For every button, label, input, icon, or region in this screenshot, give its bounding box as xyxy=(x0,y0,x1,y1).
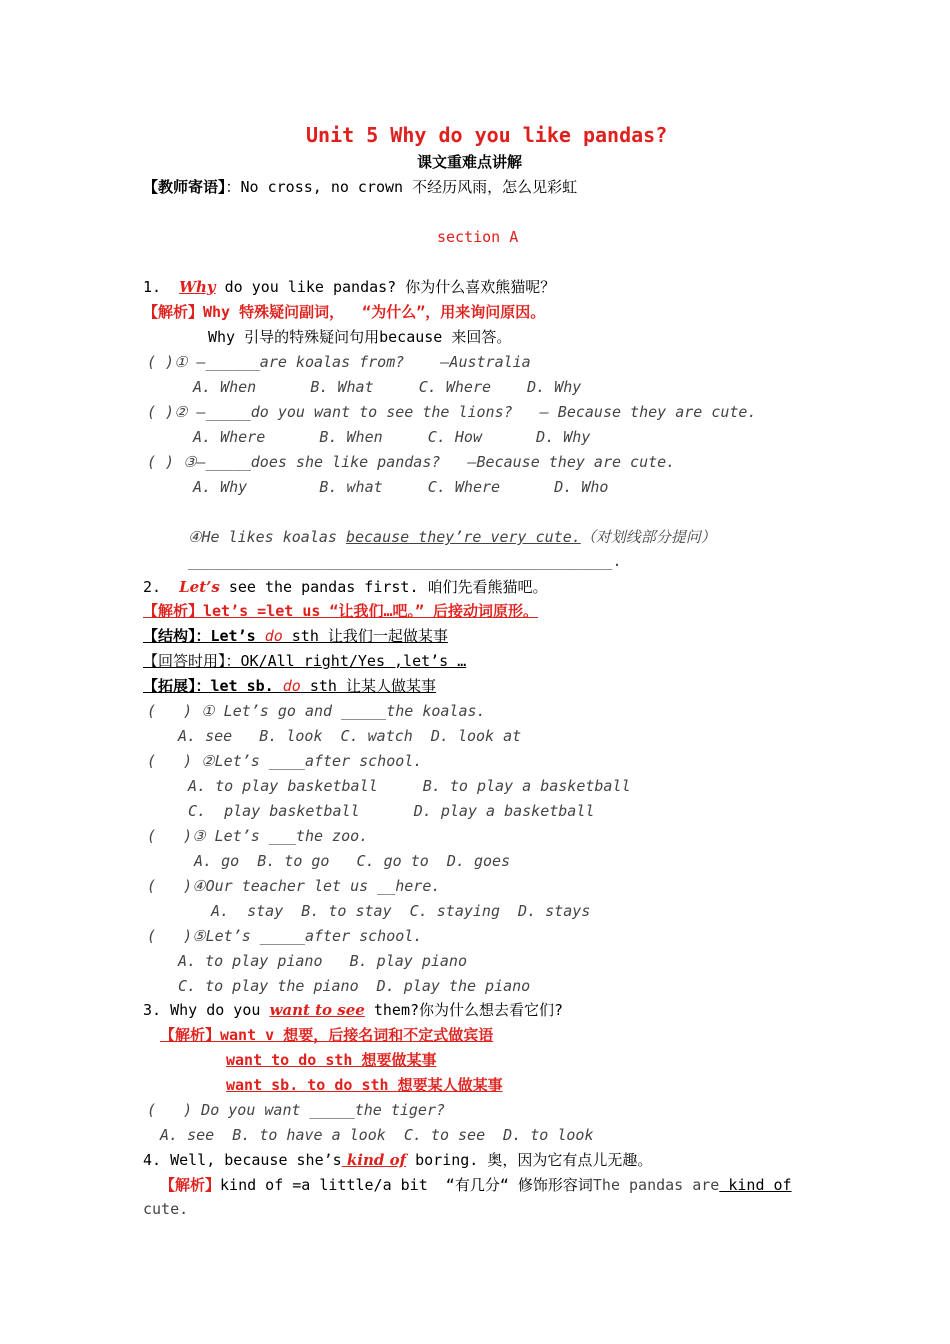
q4-pre: Well, because she’s xyxy=(161,1151,342,1169)
q3-ex1: ( ) Do you want _____the tiger? xyxy=(147,1101,446,1119)
q3-analysis: 【解析】want v 想要，后接名词和不定式做宾语 xyxy=(160,1026,494,1044)
q3-pre: Why do you xyxy=(161,1001,270,1019)
q2-ex2: ( ) ②Let’s ____after school. xyxy=(147,752,423,770)
q4-keyword: kind of xyxy=(341,1151,407,1169)
q2-structure-post: sth 让我们一起做某事 xyxy=(282,627,448,645)
teacher-quote xyxy=(143,177,577,197)
q2-analysis: 【解析】let’s =let us “让我们…吧。” 后接动词原形。 xyxy=(143,602,539,620)
q3-sentence: them?你为什么想去看它们? xyxy=(364,1001,564,1019)
q2-heading xyxy=(143,577,548,597)
q4-example-pre: The pandas are xyxy=(592,1176,720,1194)
q1-ex4-post: （对划线部分提问） xyxy=(580,528,716,546)
q3-heading xyxy=(143,1000,563,1020)
q1-num: 1. xyxy=(143,278,162,296)
q4-analysis xyxy=(160,1175,792,1195)
q3-ex1-options: A. see B. to have a look C. to see D. to look xyxy=(160,1126,594,1144)
q1-keyword: Why xyxy=(179,278,216,296)
section-heading: section A xyxy=(437,228,519,246)
q1-ex4 xyxy=(188,527,716,547)
teacher-text: ：No cross, no crown 不经历风雨，怎么见彩虹 xyxy=(225,178,578,196)
q2-ex4: ( )④Our teacher let us __here. xyxy=(147,877,441,895)
q3-usage-2: want sb. to do sth 想要某人做某事 xyxy=(226,1076,503,1094)
q2-ex1: ( ) ① Let’s go and _____the koalas. xyxy=(147,702,486,720)
q3-keyword: want to see xyxy=(269,1001,365,1019)
q2-ex4-options: A. stay B. to stay C. staying D. stays xyxy=(211,902,591,920)
q2-expand-keyword: do xyxy=(282,677,301,695)
q2-ex1-options: A. see B. look C. watch D. look at xyxy=(178,727,522,745)
q2-sentence: see the pandas first. 咱们先看熊猫吧。 xyxy=(219,578,548,596)
q1-ex4-pre: ④He likes koalas xyxy=(188,528,346,546)
q3-num: 3. xyxy=(143,1001,162,1019)
q2-structure xyxy=(143,626,448,646)
q2-num: 2. xyxy=(143,578,162,596)
q1-analysis: 【解析】Why 特殊疑问副词， “为什么”，用来询问原因。 xyxy=(143,303,546,321)
q4-example-end: cute. xyxy=(143,1200,189,1218)
q4-analysis-text: kind of =a little/a bit “有几分“ 修饰形容词 xyxy=(220,1176,593,1194)
q2-ex5-options-b: C. to play the piano D. play the piano xyxy=(178,977,531,995)
q2-ex2-options-b: C. play basketball D. play a basketball xyxy=(188,802,595,820)
q2-ex5-options-a: A. to play piano B. play piano xyxy=(178,952,467,970)
q2-keyword: Let’s xyxy=(179,578,220,596)
page-subtitle: 课文重难点讲解 xyxy=(417,153,523,171)
q2-expand-pre: 【拓展】：let sb. xyxy=(143,677,283,695)
teacher-label: 【教师寄语】 xyxy=(143,178,226,196)
q1-ex4-answer-line: _______________________________________________. xyxy=(188,552,622,570)
q2-structure-pre: 【结构】：Let’s xyxy=(143,627,265,645)
q2-structure-keyword: do xyxy=(264,627,283,645)
q2-ex3-options: A. go B. to go C. go to D. goes xyxy=(194,852,511,870)
q1-ex2: ( )② —_____do you want to see the lions? — Because they are cute. xyxy=(147,403,757,421)
q1-ex1-options: A. When B. What C. Where D. Why xyxy=(193,378,582,396)
q2-ex2-options-a: A. to play basketball B. to play a basketball xyxy=(188,777,631,795)
q2-expand-post: sth 让某人做某事 xyxy=(300,677,436,695)
q4-analysis-label: 【解析】 xyxy=(160,1176,221,1194)
q1-ex3-options: A. Why B. what C. Where D. Who xyxy=(193,478,609,496)
q2-ex3: ( )③ Let’s ___the zoo. xyxy=(147,827,369,845)
q4-sentence: boring. 奥，因为它有点儿无趣。 xyxy=(406,1151,653,1169)
q4-num: 4. xyxy=(143,1151,162,1169)
q2-expand xyxy=(143,676,436,696)
q1-ex1: ( )① —______are koalas from? —Australia xyxy=(147,353,531,371)
q3-usage-1: want to do sth 想要做某事 xyxy=(226,1051,437,1069)
q2-answer-usage: 【回答时用】：OK/All right/Yes ,let’s … xyxy=(143,652,467,670)
q1-heading xyxy=(143,277,555,297)
q2-ex5: ( )⑤Let’s _____after school. xyxy=(147,927,423,945)
q1-ex3: ( ) ③—_____does she like pandas? —Because they are cute. xyxy=(147,453,676,471)
q1-sentence: do you like pandas? 你为什么喜欢熊猫呢？ xyxy=(215,278,556,296)
q4-heading xyxy=(143,1150,652,1170)
q4-example-underlined: kind of xyxy=(719,1176,792,1194)
q1-ex2-options: A. Where B. When C. How D. Why xyxy=(193,428,591,446)
q1-note: Why 引导的特殊疑问句用because 来回答。 xyxy=(208,328,512,346)
q1-ex4-underlined: because they’re very cute. xyxy=(345,528,581,546)
page-title: Unit 5 Why do you like pandas? xyxy=(306,123,668,147)
